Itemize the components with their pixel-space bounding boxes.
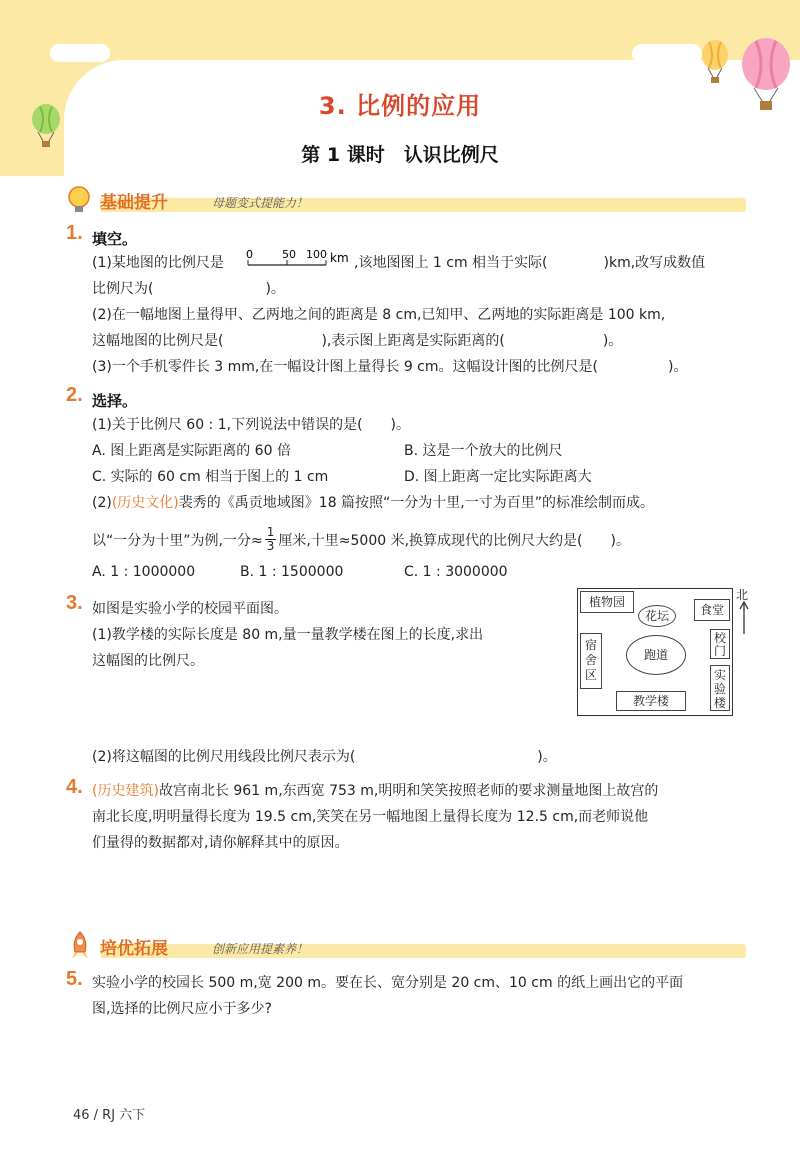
plan-dormitory: 宿舍区 bbox=[580, 633, 602, 689]
q5-line1: 实验小学的校园长 500 m,宽 200 m。要在长、宽分别是 20 cm、10 cm 的纸上画出它的平面 bbox=[92, 975, 684, 991]
header-white-panel bbox=[64, 60, 800, 210]
section-title: 基础提升 bbox=[100, 193, 168, 213]
plan-school-gate: 校门 bbox=[710, 629, 730, 659]
question-heading: 选择。 bbox=[92, 392, 138, 410]
section-title: 培优拓展 bbox=[100, 939, 168, 959]
q2-line5 bbox=[92, 526, 630, 553]
rocket-icon bbox=[66, 930, 94, 960]
q2-option-a: A. 图上距离是实际距离的 60 倍 bbox=[92, 443, 291, 459]
plan-teaching-building: 教学楼 bbox=[616, 691, 686, 711]
history-tag: (历史文化) bbox=[111, 495, 179, 511]
q1-line3: (2)在一幅地图上量得甲、乙两地之间的距离是 8 cm,已知甲、乙两地的实际距离是 100 km, bbox=[92, 307, 666, 323]
fraction-denominator: 3 bbox=[266, 539, 275, 553]
q2-line5-start: 以“一分为十里”为例,一分≈ bbox=[92, 532, 263, 549]
q4-line1 bbox=[92, 780, 658, 800]
q4-line3: 们量得的数据都对,请你解释其中的原因。 bbox=[92, 835, 349, 851]
q3-line1: 如图是实验小学的校园平面图。 bbox=[92, 601, 288, 617]
q2-subq: (2) bbox=[92, 495, 112, 511]
q2-line4-text: 裴秀的《禹贡地域图》18 篇按照“一分为十里,一寸为百里”的标准绘制而成。 bbox=[178, 495, 655, 511]
scale-unit: km bbox=[330, 251, 349, 265]
cloud-icon bbox=[50, 44, 110, 62]
plan-running-track: 跑道 bbox=[626, 635, 686, 675]
section-subtitle: 母题变式提能力！ bbox=[212, 196, 309, 210]
section-bar bbox=[100, 944, 746, 958]
q1-line5: (3)一个手机零件长 3 mm,在一幅设计图上量得长 9 cm。这幅设计图的比例尺是( )。 bbox=[92, 359, 688, 375]
q2-option-d: D. 图上距离一定比实际距离大 bbox=[404, 469, 592, 485]
plan-canteen: 食堂 bbox=[694, 599, 730, 621]
north-arrow-icon bbox=[738, 600, 750, 634]
q3-line2: (1)教学楼的实际长度是 80 m,量一量教学楼在图上的长度,求出 bbox=[92, 627, 484, 643]
question-number: 3. bbox=[66, 592, 83, 614]
question-number: 2. bbox=[66, 384, 83, 406]
q1-line1-start: (1)某地图的比例尺是 bbox=[92, 255, 224, 271]
cloud-icon bbox=[632, 44, 702, 64]
scale-tick-label: 50 bbox=[282, 248, 296, 261]
q3-line3: 这幅图的比例尺。 bbox=[92, 653, 204, 669]
fraction-numerator: 1 bbox=[266, 525, 275, 539]
plan-lab-building: 实验楼 bbox=[710, 665, 730, 711]
section-bar bbox=[100, 198, 746, 212]
section-subtitle: 创新应用提素养！ bbox=[212, 942, 309, 956]
unit-title: 3. 比例的应用 bbox=[318, 92, 482, 120]
line-scale-figure bbox=[244, 247, 354, 271]
q1-line2: 比例尺为( )。 bbox=[92, 281, 285, 297]
hot-air-balloon-icon bbox=[698, 40, 732, 84]
fraction bbox=[265, 526, 277, 553]
q5-line2: 图,选择的比例尺应小于多少? bbox=[92, 1001, 272, 1017]
scale-tick-label: 100 bbox=[306, 248, 327, 261]
architecture-tag: (历史建筑) bbox=[92, 783, 159, 799]
campus-plan bbox=[577, 588, 733, 716]
q2-option-b: B. 这是一个放大的比例尺 bbox=[404, 443, 563, 459]
q4-line2: 南北长度,明明量得长度为 19.5 cm,笑笑在另一幅地图上量得长度为 12.5 cm,而老师说他 bbox=[92, 809, 649, 825]
q2-line5-end: 厘米,十里≈5000 米,换算成现代的比例尺大约是( )。 bbox=[278, 532, 630, 549]
q2-option2-b: B. 1 : 1500000 bbox=[240, 564, 344, 580]
question-number: 1. bbox=[66, 222, 83, 244]
q4-line1-text: 故宫南北长 961 m,东西宽 753 m,明明和笑笑按照老师的要求测量地图上故宫的 bbox=[158, 783, 659, 799]
north-label: 北 bbox=[736, 588, 749, 602]
q2-option-c: C. 实际的 60 cm 相当于图上的 1 cm bbox=[92, 469, 329, 485]
question-heading: 填空。 bbox=[92, 230, 138, 248]
q1-line1-end: ,该地图图上 1 cm 相当于实际( )km,改写成数值 bbox=[354, 255, 706, 271]
page-footer: 46 / RJ 六下 bbox=[73, 1108, 146, 1123]
scale-tick-label: 0 bbox=[246, 248, 253, 261]
plan-garden: 植物园 bbox=[580, 591, 634, 613]
plan-flower-bed: 花坛 bbox=[638, 605, 676, 627]
lesson-title: 第 1 课时 认识比例尺 bbox=[301, 144, 499, 166]
q2-line4 bbox=[92, 492, 654, 512]
question-number: 4. bbox=[66, 776, 83, 798]
q2-line1: (1)关于比例尺 60 : 1,下列说法中错误的是( )。 bbox=[92, 417, 410, 433]
q3-line4: (2)将这幅图的比例尺用线段比例尺表示为( )。 bbox=[92, 749, 557, 765]
lightbulb-icon bbox=[64, 184, 94, 214]
question-number: 5. bbox=[66, 968, 83, 990]
q1-line4: 这幅地图的比例尺是( ),表示图上距离是实际距离的( )。 bbox=[92, 333, 623, 349]
q2-option2-a: A. 1 : 1000000 bbox=[92, 564, 196, 580]
q2-option2-c: C. 1 : 3000000 bbox=[404, 564, 508, 580]
